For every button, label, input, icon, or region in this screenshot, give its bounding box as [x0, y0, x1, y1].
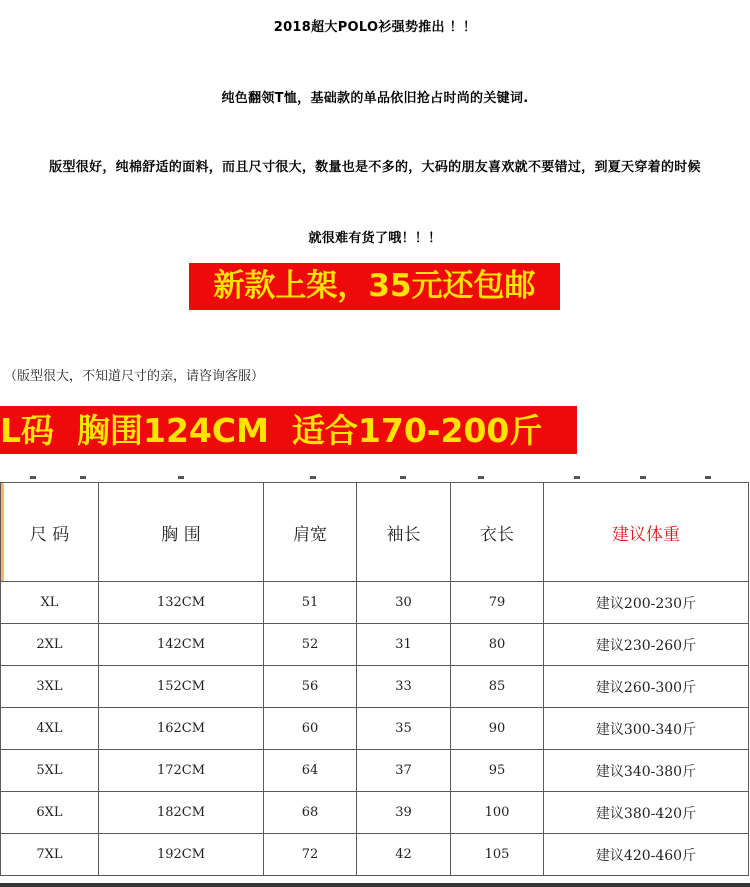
cell-sleeve: 33 [357, 666, 451, 708]
table-row [1, 708, 749, 750]
cell-sleeve: 37 [357, 750, 451, 792]
cell-size: 2XL [1, 624, 99, 666]
cell-size: 4XL [1, 708, 99, 750]
table-bottom-border [0, 883, 750, 887]
size-banner [0, 406, 577, 454]
cell-weight: 建议420-460斤 [544, 834, 749, 876]
cell-length: 100 [451, 792, 544, 834]
cell-length: 95 [451, 750, 544, 792]
cell-weight: 建议380-420斤 [544, 792, 749, 834]
intro-line-3: 版型很好，纯棉舒适的面料，而且尺寸很大，数量也是不多的，大码的朋友喜欢就不要错过，到夏天穿着的时候 [49, 160, 701, 175]
table-row [1, 750, 749, 792]
cell-shoulder: 51 [264, 582, 357, 624]
cell-chest: 152CM [99, 666, 264, 708]
intro-line-2: 纯色翻领T恤，基础款的单品依旧抢占时尚的关键词. [221, 91, 529, 106]
cell-weight: 建议200-230斤 [544, 582, 749, 624]
table-row [1, 666, 749, 708]
cell-length: 105 [451, 834, 544, 876]
cell-shoulder: 72 [264, 834, 357, 876]
table-row [1, 792, 749, 834]
header-chest: 胸 围 [99, 483, 264, 582]
cell-weight: 建议300-340斤 [544, 708, 749, 750]
cell-length: 79 [451, 582, 544, 624]
cell-shoulder: 60 [264, 708, 357, 750]
table-row [1, 624, 749, 666]
price-banner: 新款上架，35元还包邮 [189, 263, 560, 310]
cell-chest: 192CM [99, 834, 264, 876]
size-table [0, 482, 749, 876]
cell-weight: 建议260-300斤 [544, 666, 749, 708]
cell-chest: 132CM [99, 582, 264, 624]
cell-weight: 建议340-380斤 [544, 750, 749, 792]
cell-sleeve: 31 [357, 624, 451, 666]
cell-shoulder: 52 [264, 624, 357, 666]
cell-size: 5XL [1, 750, 99, 792]
header-size: 尺 码 [1, 483, 99, 582]
cell-length: 90 [451, 708, 544, 750]
cell-size: 3XL [1, 666, 99, 708]
cell-chest: 162CM [99, 708, 264, 750]
header-shoulder: 肩宽 [264, 483, 357, 582]
cell-sleeve: 35 [357, 708, 451, 750]
cell-shoulder: 64 [264, 750, 357, 792]
size-note: （版型很大，不知道尺寸的亲，请咨询客服） [4, 369, 265, 384]
cell-chest: 182CM [99, 792, 264, 834]
size-banner-text: L码 胸围124CM 适合170-200斤 [0, 410, 543, 450]
cell-chest: 172CM [99, 750, 264, 792]
intro-line-4: 就很难有货了哦！！！ [308, 231, 442, 246]
cell-shoulder: 68 [264, 792, 357, 834]
table-row [1, 582, 749, 624]
cell-length: 85 [451, 666, 544, 708]
cell-sleeve: 39 [357, 792, 451, 834]
cell-sleeve: 30 [357, 582, 451, 624]
table-row [1, 834, 749, 876]
cell-size: 7XL [1, 834, 99, 876]
intro-line-1: 2018超大POLO衫强势推出 ！！ [273, 20, 477, 35]
cell-size: 6XL [1, 792, 99, 834]
cell-chest: 142CM [99, 624, 264, 666]
header-weight: 建议体重 [544, 483, 749, 582]
table-header-row [1, 483, 749, 582]
header-sleeve: 袖长 [357, 483, 451, 582]
cell-sleeve: 42 [357, 834, 451, 876]
cell-length: 80 [451, 624, 544, 666]
cell-weight: 建议230-260斤 [544, 624, 749, 666]
header-length: 衣长 [451, 483, 544, 582]
cell-shoulder: 56 [264, 666, 357, 708]
cell-size: XL [1, 582, 99, 624]
